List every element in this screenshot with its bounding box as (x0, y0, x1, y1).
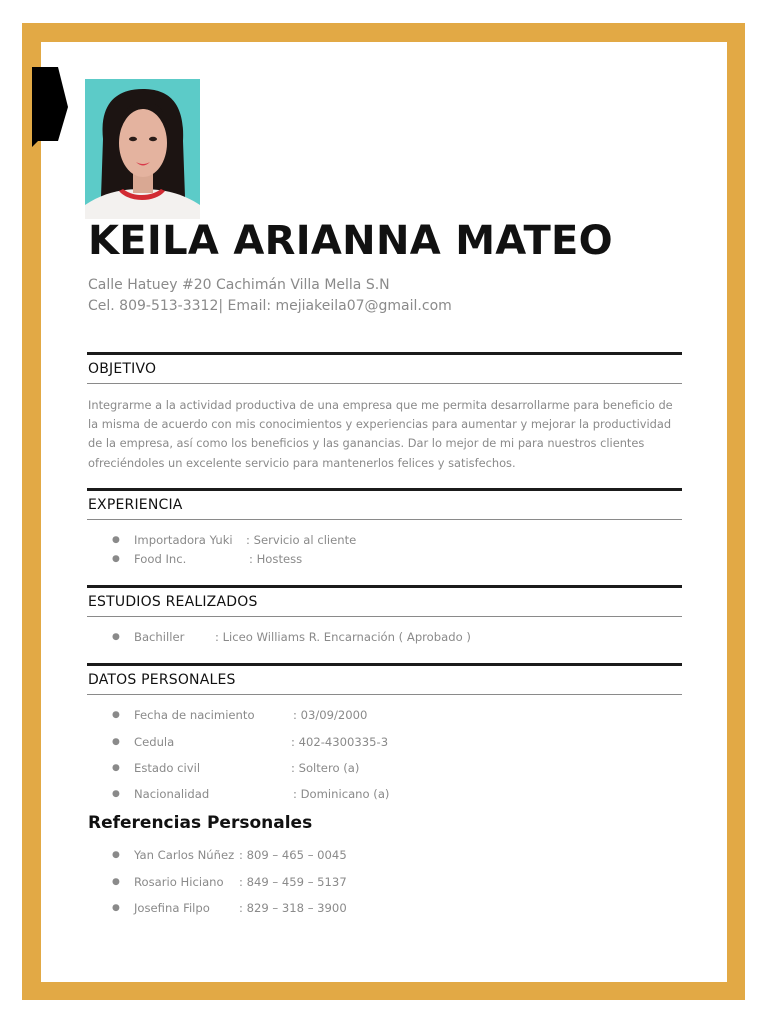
objective-line: la misma de acuerdo con mis conocimientos y experiencias para aumentar y mejorar la productividad (88, 417, 672, 432)
full-name: KEILA ARIANNA MATEO (88, 218, 613, 264)
section-header-estudios (87, 585, 682, 617)
bullet-icon: ● (112, 850, 120, 860)
item-value: : Servicio al cliente (246, 533, 357, 547)
section-rule (87, 519, 682, 520)
section-title: EXPERIENCIA (88, 497, 183, 513)
section-rule (87, 694, 682, 695)
objective-line: Integrarme a la actividad productiva de una empresa que me permita desarrollarme para beneficio de (88, 398, 673, 412)
bullet-icon: ● (112, 632, 120, 642)
section-header-experiencia (87, 488, 682, 520)
contact-info: Cel. 809-513-3312| Email: mejiakeila07@gmail.com (88, 298, 452, 314)
address: Calle Hatuey #20 Cachimán Villa Mella S.N (88, 277, 390, 293)
bullet-icon: ● (112, 710, 120, 720)
objective-line: de la empresa, así como los beneficios y las ganancias. Dar lo mejor de mi para nuestros clientes (88, 436, 645, 451)
profile-photo (85, 79, 200, 219)
section-title: ESTUDIOS REALIZADOS (88, 594, 258, 610)
bullet-icon: ● (112, 789, 120, 799)
item-value: : Hostess (249, 552, 303, 566)
item-label: Yan Carlos Núñez (134, 848, 235, 862)
item-label: Cedula (134, 735, 175, 749)
section-header-datos (87, 663, 682, 695)
objective-text (88, 396, 678, 473)
bullet-icon: ● (112, 737, 120, 747)
section-title: DATOS PERSONALES (88, 672, 236, 688)
bookmark-tab-icon (32, 67, 68, 147)
bullet-icon: ● (112, 763, 120, 773)
objective-line: ofreciéndoles un excelente servicio para mantenerlos felices y satisfechos. (88, 455, 516, 470)
item-value: : Dominicano (a) (293, 787, 390, 801)
bullet-icon: ● (112, 877, 120, 887)
section-rule (87, 616, 682, 617)
item-value: : Liceo Williams R. Encarnación ( Aprobado ) (215, 630, 471, 644)
item-value: : Soltero (a) (291, 761, 360, 775)
item-value: : 03/09/2000 (293, 708, 368, 722)
item-label: Estado civil (134, 761, 201, 775)
item-label: Fecha de nacimiento (134, 708, 255, 722)
item-value: : 849 – 459 – 5137 (239, 875, 347, 889)
section-header-objetivo (87, 352, 682, 384)
item-label: Importadora Yuki (134, 533, 233, 547)
item-label: Josefina Filpo (134, 901, 210, 915)
item-value: : 829 – 318 – 3900 (239, 901, 347, 915)
item-label: Food Inc. (134, 552, 187, 566)
item-value: : 809 – 465 – 0045 (239, 848, 347, 862)
item-value: : 402-4300335-3 (291, 735, 389, 749)
bullet-icon: ● (112, 535, 120, 545)
section-title: OBJETIVO (88, 361, 157, 377)
bullet-icon: ● (112, 903, 120, 913)
item-label: Bachiller (134, 630, 185, 644)
item-label: Nacionalidad (134, 787, 210, 801)
section-title-referencias: Referencias Personales (88, 813, 313, 833)
bullet-icon: ● (112, 554, 120, 564)
item-label: Rosario Hiciano (134, 875, 224, 889)
section-rule (87, 383, 682, 384)
